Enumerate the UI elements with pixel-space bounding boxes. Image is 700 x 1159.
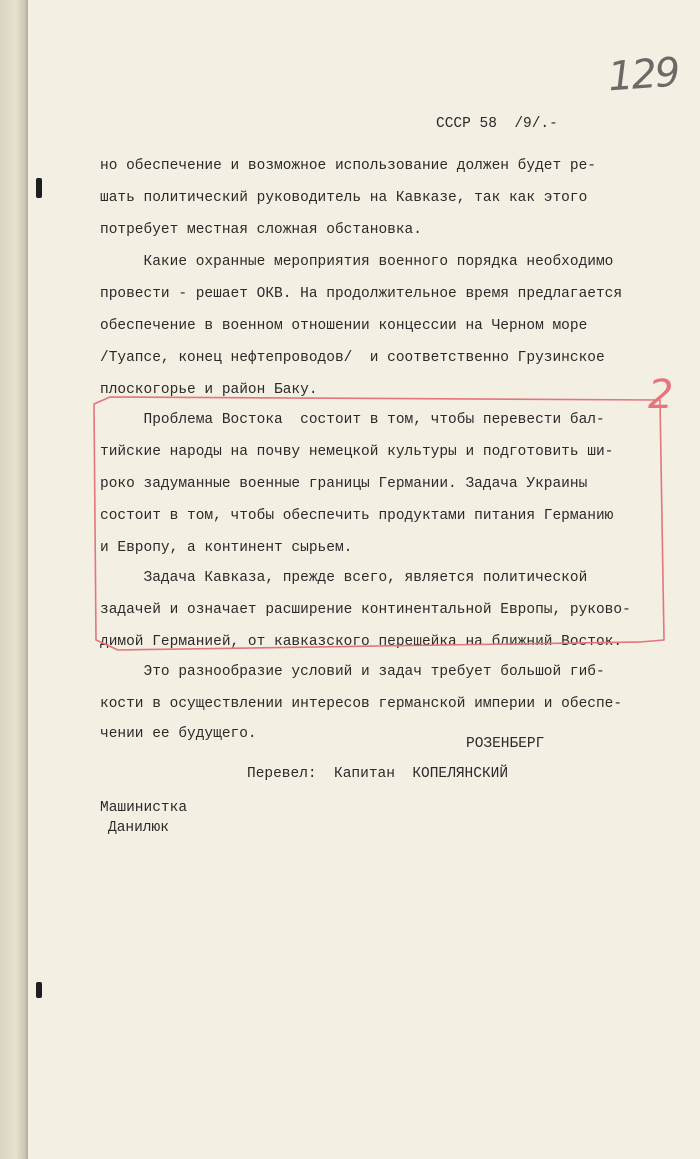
document-line: состоит в том, чтобы обеспечить продуктами питания Германию	[100, 508, 614, 524]
document-line: провести - решает ОКВ. На продолжительное время предлагается	[100, 286, 623, 302]
handwritten-page-number: 129	[606, 49, 680, 101]
document-line: димой Германией, от кавказского перешейка на ближний Восток.	[100, 634, 623, 650]
page-binding-edge	[0, 0, 26, 1159]
document-line: но обеспечение и возможное использование должен будет ре-	[100, 158, 596, 174]
document-reference: СССР 58 /9/.-	[436, 116, 558, 132]
page-edge-line	[26, 0, 28, 1159]
typist-name: Данилюк	[108, 820, 169, 836]
punch-hole-mark	[36, 982, 42, 998]
document-line: плоскогорье и район Баку.	[100, 382, 318, 398]
document-line: роко задуманные военные границы Германии. Задача Украины	[100, 476, 588, 492]
document-line: шать политический руководитель на Кавказе, так как этого	[100, 190, 588, 206]
signature-name: РОЗЕНБЕРГ	[466, 736, 545, 752]
document-line: Это разнообразие условий и задач требует большой гиб-	[100, 664, 605, 680]
margin-mark-number: 2	[648, 372, 674, 418]
punch-hole-mark	[36, 178, 42, 198]
document-line: и Европу, а континент сырьем.	[100, 540, 353, 556]
document-line: задачей и означает расширение континентальной Европы, руково-	[100, 602, 631, 618]
document-line: кости в осуществлении интересов германской империи и обеспе-	[100, 696, 623, 712]
document-line: Какие охранные мероприятия военного порядка необходимо	[100, 254, 614, 270]
document-line: тийские народы на почву немецкой культуры и подготовить ши-	[100, 444, 614, 460]
document-line: Задача Кавказа, прежде всего, является политической	[100, 570, 588, 586]
document-line: /Туапсе, конец нефтепроводов/ и соответственно Грузинское	[100, 350, 605, 366]
document-line: чении ее будущего.	[100, 726, 257, 742]
typist-block	[100, 798, 187, 838]
document-line: потребует местная сложная обстановка.	[100, 222, 422, 238]
document-line: Проблема Востока состоит в том, чтобы перевести бал-	[100, 412, 605, 428]
translator-line: Перевел: Капитан КОПЕЛЯНСКИЙ	[247, 766, 509, 782]
document-line: обеспечение в военном отношении концессии на Черном море	[100, 318, 588, 334]
typist-role: Машинистка	[100, 800, 188, 816]
